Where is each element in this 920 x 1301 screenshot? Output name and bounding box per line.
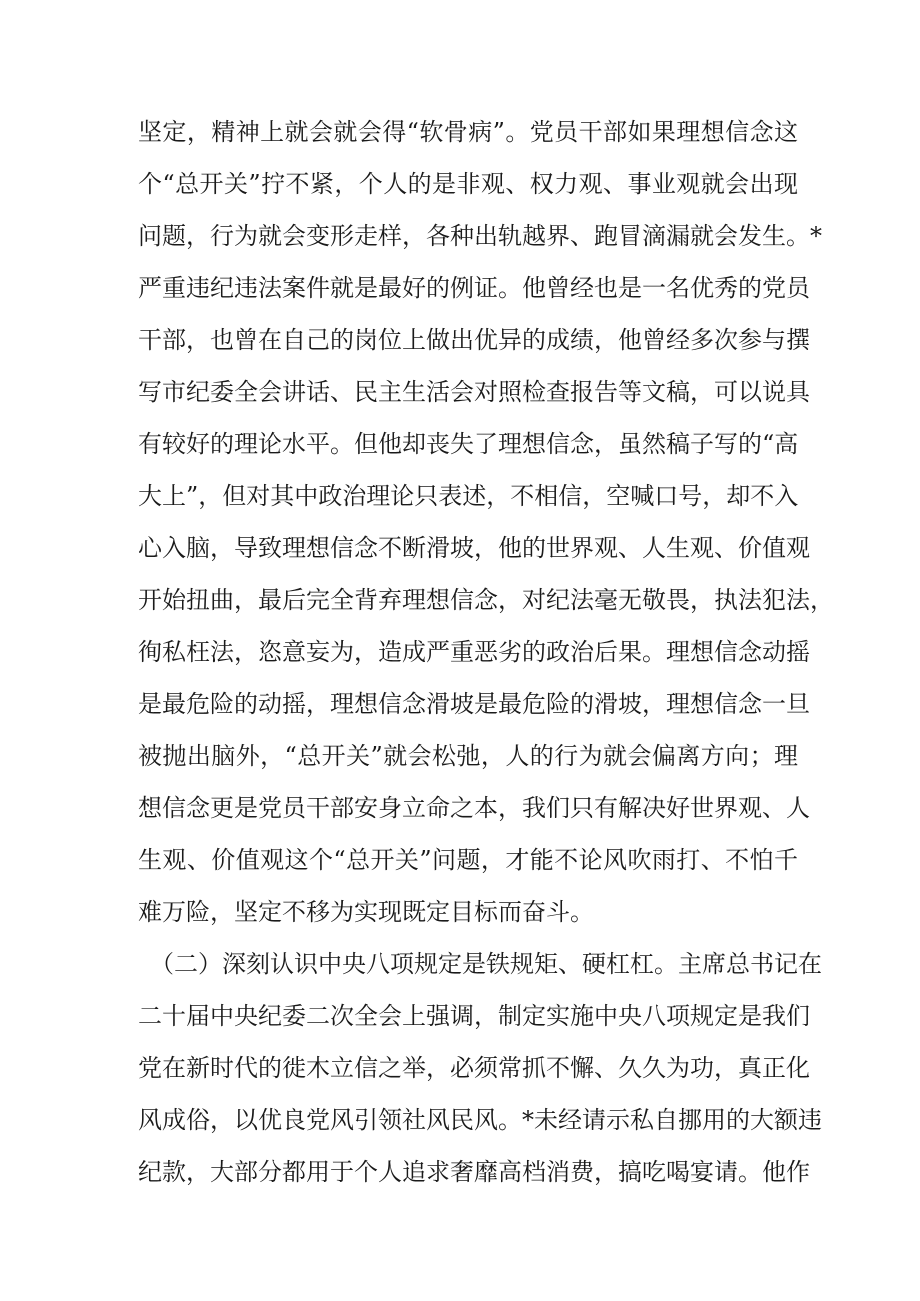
text-line: 严重违纪违法案件就是最好的例证。他曾经也是一名优秀的党员	[138, 274, 810, 302]
section-heading-line: （二）深刻认识中央八项规定是铁规矩、硬杠杠。主席总书记在	[150, 950, 822, 978]
text-line: 难万险，坚定不移为实现既定目标而奋斗。	[138, 898, 594, 926]
text-line: 生观、价值观这个“总开关”问题，才能不论风吹雨打、不怕千	[138, 846, 798, 874]
text-line: 干部，也曾在自己的岗位上做出优异的成绩，他曾经多次参与撰	[138, 326, 810, 354]
text-line: 开始扭曲，最后完全背弃理想信念，对纪法毫无敬畏，执法犯法，	[138, 586, 834, 614]
text-line: 被抛出脑外，“总开关”就会松弛，人的行为就会偏离方向；理	[138, 742, 798, 770]
text-line: 纪款，大部分都用于个人追求奢靡高档消费，搞吃喝宴请。他作	[138, 1158, 810, 1186]
text-line: 写市纪委全会讲话、民主生活会对照检查报告等文稿，可以说具	[138, 378, 810, 406]
text-line: 问题，行为就会变形走样，各种出轨越界、跑冒滴漏就会发生。*	[138, 222, 822, 250]
text-line: 是最危险的动摇，理想信念滑坡是最危险的滑坡，理想信念一旦	[138, 690, 810, 718]
text-line: 心入脑，导致理想信念不断滑坡，他的世界观、人生观、价值观	[138, 534, 810, 562]
text-line: 徇私枉法，恣意妄为，造成严重恶劣的政治后果。理想信念动摇	[138, 638, 810, 666]
text-line: 大上”，但对其中政治理论只表述，不相信，空喊口号，却不入	[138, 482, 799, 510]
text-line: 有较好的理论水平。但他却丧失了理想信念，虽然稿子写的“高	[138, 430, 799, 458]
text-line: 想信念更是党员干部安身立命之本，我们只有解决好世界观、人	[138, 794, 810, 822]
text-line: 坚定，精神上就会就会得“软骨病”。党员干部如果理想信念这	[138, 118, 798, 146]
text-line: 个“总开关”拧不紧，个人的是非观、权力观、事业观就会出现	[138, 170, 798, 198]
text-line: 二十届中央纪委二次全会上强调，制定实施中央八项规定是我们	[138, 1002, 810, 1030]
text-line: 风成俗，以优良党风引领社风民风。*未经请示私自挪用的大额违	[138, 1106, 822, 1134]
text-line: 党在新时代的徙木立信之举，必须常抓不懈、久久为功，真正化	[138, 1054, 810, 1082]
